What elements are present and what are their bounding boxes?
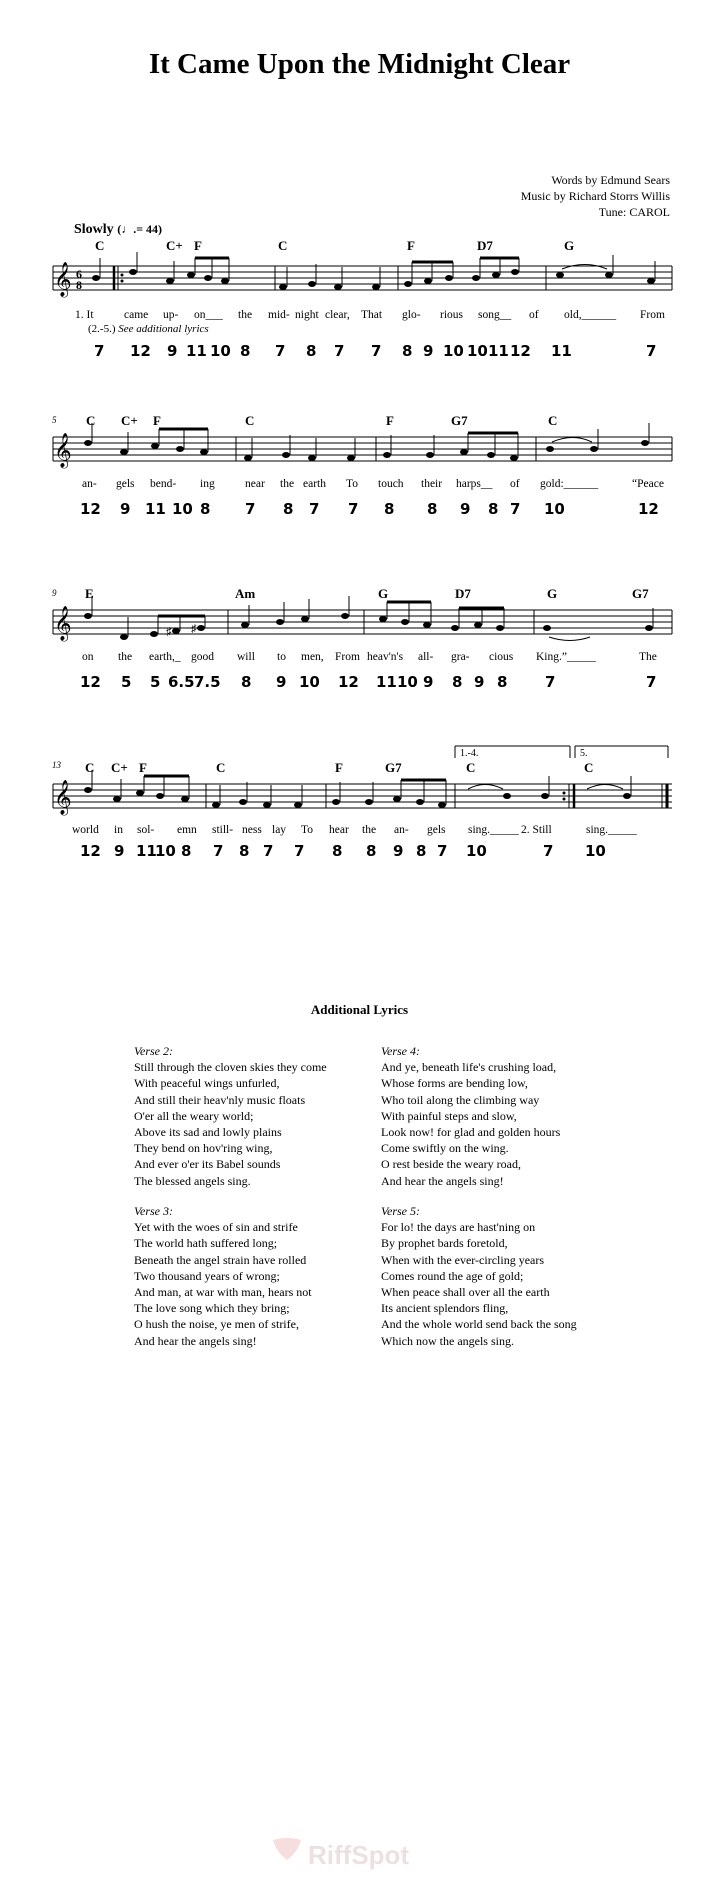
treble-clef-icon: 𝄞: [54, 263, 72, 296]
lyric: in: [114, 824, 123, 836]
harmonica-hole: 10: [544, 500, 565, 518]
verse-block: [134, 1043, 374, 1189]
harmonica-hole: 7: [371, 342, 382, 360]
lyric: ness: [242, 824, 262, 836]
svg-text:6: 6: [76, 267, 82, 281]
chord: C: [278, 238, 288, 253]
chord: C: [548, 413, 558, 428]
lyric: the: [238, 309, 253, 321]
lyric: gra-: [451, 651, 470, 663]
harmonica-hole: 11: [551, 342, 572, 360]
lyric: their: [421, 478, 443, 490]
verse-line: With painful steps and slow,: [381, 1108, 517, 1123]
lyric: hear: [329, 824, 349, 836]
logo-text: RiffSpot: [308, 1840, 410, 1870]
second-ending-label: 5.: [580, 748, 588, 759]
verse-line: And man, at war with man, hears not: [134, 1285, 312, 1300]
verse-line: And hear the angels sing!: [134, 1333, 257, 1348]
harmonica-hole: 9: [393, 842, 404, 860]
verse-line: And ever o'er its Babel sounds: [134, 1157, 281, 1172]
lyric: gold:______: [540, 478, 599, 490]
harmonica-hole: 8: [240, 342, 251, 360]
harmonica-hole: 10: [443, 342, 464, 360]
chord: Am: [235, 586, 256, 601]
lyric: clear,: [325, 309, 350, 321]
lyric: From: [640, 309, 665, 321]
chord: C: [85, 760, 95, 775]
chord: G7: [451, 413, 468, 428]
lyric: rious: [440, 309, 463, 321]
lyric: good: [191, 651, 214, 663]
chord: C: [216, 760, 226, 775]
lyric: came: [124, 309, 149, 321]
tempo-value: = 44: [136, 222, 159, 236]
harmonica-hole: 10: [155, 842, 176, 860]
harmonica-hole: 10: [210, 342, 231, 360]
verse-line: By prophet bards foretold,: [381, 1236, 508, 1251]
dotted-quarter-note-icon: ♩.: [121, 222, 137, 236]
lyric: ing: [200, 478, 215, 490]
staff-1: [0, 238, 719, 308]
chord: C: [86, 413, 96, 428]
lyric: on: [82, 651, 94, 663]
verse-line: O'er all the weary world;: [134, 1108, 254, 1123]
lyric: The: [639, 651, 657, 663]
chord: E: [85, 586, 94, 601]
harmonica-hole: 7: [646, 673, 657, 691]
chord: C: [466, 760, 476, 775]
harmonica-hole: 11: [145, 500, 166, 518]
harmonica-hole: 8: [416, 842, 427, 860]
verse-line: And the whole world send back the song: [381, 1317, 577, 1332]
lyric: lay: [272, 824, 287, 836]
harmonica-hole: 12: [80, 500, 101, 518]
harmonica-hole: 7: [294, 842, 305, 860]
lyric: cious: [489, 651, 514, 663]
harmonica-hole: 8: [497, 673, 508, 691]
chord: G7: [632, 586, 649, 601]
harmonica-hole: 12: [338, 673, 359, 691]
harmonica-hole: 8: [239, 842, 250, 860]
harmonica-hole: 8: [283, 500, 294, 518]
lyric: From: [335, 651, 360, 663]
verse-block: [381, 1043, 621, 1189]
additional-lyrics-note: (2.-5.) See additional lyrics: [88, 323, 209, 335]
harmonica-hole: 8: [366, 842, 377, 860]
svg-text:♯: ♯: [166, 626, 172, 638]
lyric: heav'n's: [367, 651, 404, 663]
music-system-4: [0, 744, 719, 914]
verse-label: Verse 3:: [134, 1204, 173, 1218]
lyric: bend-: [150, 478, 177, 490]
lyric: That: [361, 309, 383, 321]
verse-line: Who toil along the climbing way: [381, 1092, 540, 1107]
harmonica-hole: 8: [427, 500, 438, 518]
harmonica-hole: 8: [402, 342, 413, 360]
harmonica-hole: 10: [585, 842, 606, 860]
harmonica-hole: 11: [136, 842, 157, 860]
music-system-1: [0, 238, 719, 408]
lyric: earth,_: [149, 651, 181, 663]
lyric: an-: [82, 478, 97, 490]
svg-text:8: 8: [76, 278, 82, 292]
harmonica-hole: 10: [299, 673, 320, 691]
lyric: King.”_____: [536, 651, 596, 663]
harmonica-hole: 12: [510, 342, 531, 360]
chord: G: [564, 238, 575, 253]
music-system-3: [0, 588, 719, 758]
harmonica-hole: 7: [213, 842, 224, 860]
lyric: sol-: [137, 824, 155, 836]
verse-line: For lo! the days are hast'ning on: [381, 1220, 536, 1235]
harmonica-hole: 7: [510, 500, 521, 518]
measure-number: 9: [52, 588, 57, 598]
lyric: To: [301, 824, 313, 836]
harmonica-hole: 5: [121, 673, 132, 691]
chord: F: [407, 238, 415, 253]
lyric: men,: [301, 651, 324, 663]
lyric: the: [280, 478, 295, 490]
verse-line: Look now! for glad and golden hours: [381, 1125, 561, 1140]
lyric: on___: [194, 309, 223, 321]
verse-line: The blessed angels sing.: [134, 1173, 251, 1188]
harmonica-hole: 9: [120, 500, 131, 518]
harmonica-hole: 11: [376, 673, 397, 691]
lyric: 1. It: [75, 309, 94, 321]
harmonica-hole: 7: [348, 500, 359, 518]
lyric: “Peace: [632, 478, 664, 490]
tune-credit: Tune: CAROL: [598, 205, 670, 219]
verse-line: Come swiftly on the wing.: [381, 1141, 509, 1156]
lyric: earth: [303, 478, 326, 490]
measure-number: 5: [52, 415, 57, 425]
harmonica-hole: 7: [543, 842, 554, 860]
additional-lyrics-heading: Additional Lyrics: [310, 1002, 409, 1017]
verse-line: Comes round the age of gold;: [381, 1268, 524, 1283]
verse-line: O hush the noise, ye men of strife,: [134, 1317, 299, 1332]
harmonica-hole: 5: [150, 673, 161, 691]
lyric: all-: [418, 651, 434, 663]
verse-line: O rest beside the weary road,: [381, 1157, 521, 1172]
chord: F: [335, 760, 343, 775]
harmonica-hole: 10: [397, 673, 418, 691]
music-system-2: [0, 415, 719, 585]
verse-line: Beneath the angel strain have rolled: [134, 1252, 307, 1267]
lyric: sing._____: [468, 824, 519, 836]
harmonica-hole: 12: [80, 842, 101, 860]
harmonica-hole: 11: [488, 342, 509, 360]
chord: C+: [111, 760, 128, 775]
verse-label: Verse 2:: [134, 1044, 173, 1058]
verse-line: And ye, beneath life's crushing load,: [381, 1060, 557, 1075]
harmonica-hole: 8: [200, 500, 211, 518]
lyric: mid-: [268, 309, 290, 321]
svg-text:♯: ♯: [191, 623, 197, 635]
lyric: 2. Still: [521, 824, 552, 836]
lyric: gels: [116, 478, 135, 490]
words-credit: Words by Edmund Sears: [551, 173, 670, 187]
chord: G: [378, 586, 389, 601]
lyric: near: [245, 478, 265, 490]
chord: C: [584, 760, 594, 775]
harmonica-hole: 7: [334, 342, 345, 360]
harmonica-hole: 7: [309, 500, 320, 518]
chord: C+: [166, 238, 183, 253]
chord: C+: [121, 413, 138, 428]
verse-line: Still through the cloven skies they come: [134, 1060, 327, 1075]
lyric: gels: [427, 824, 446, 836]
lyric: night: [295, 309, 319, 321]
lyric: song__: [478, 309, 512, 321]
verse-line: The love song which they bring;: [134, 1301, 290, 1316]
lyric: emn: [177, 824, 197, 836]
chord: C: [245, 413, 255, 428]
tempo-marking: Slowly (♩.= 44): [74, 222, 163, 237]
lyric: touch: [378, 478, 404, 490]
lyric: will: [237, 651, 255, 663]
verse-line: They bend on hov'ring wing,: [134, 1141, 273, 1156]
harmonica-hole: 9: [460, 500, 471, 518]
verse-line: With peaceful wings unfurled,: [134, 1076, 280, 1091]
verse-label: Verse 4:: [381, 1044, 420, 1058]
lyric: sing._____: [586, 824, 637, 836]
lyric: the: [118, 651, 133, 663]
treble-clef-icon: 𝄞: [54, 607, 72, 640]
chord: F: [139, 760, 147, 775]
harmonica-hole: 9: [114, 842, 125, 860]
verse-line: Yet with the woes of sin and strife: [134, 1220, 298, 1235]
harmonica-hole: 8: [332, 842, 343, 860]
lyric: of: [529, 309, 539, 321]
staff-3: [0, 588, 719, 658]
verse-line: Two thousand years of wrong;: [134, 1268, 280, 1283]
treble-clef-icon: 𝄞: [54, 781, 72, 814]
harmonica-hole: 9: [474, 673, 485, 691]
harmonica-hole: 8: [384, 500, 395, 518]
lyric: old,______: [564, 309, 617, 321]
lyric: to: [277, 651, 286, 663]
harmonica-hole: 7: [245, 500, 256, 518]
harmonica-hole: 9: [423, 673, 434, 691]
verse-block: [381, 1203, 621, 1349]
lyric: world: [72, 824, 99, 836]
chord: F: [194, 238, 202, 253]
verse-line: Whose forms are bending low,: [381, 1076, 528, 1091]
music-credit: Music by Richard Storrs Willis: [520, 189, 670, 203]
harmonica-hole: 7: [437, 842, 448, 860]
riffspot-logo: [270, 1838, 450, 1878]
treble-clef-icon: 𝄞: [54, 434, 72, 467]
harmonica-hole: 9: [423, 342, 434, 360]
chord: G7: [385, 760, 402, 775]
harmonica-hole: 6.5: [168, 673, 195, 691]
verse-line: The world hath suffered long;: [134, 1236, 278, 1251]
lyric: the: [362, 824, 377, 836]
harmonica-hole: 9: [167, 342, 178, 360]
verse-line: And hear the angels sing!: [381, 1173, 504, 1188]
verse-line: Its ancient splendors fling,: [381, 1301, 509, 1316]
verse-label: Verse 5:: [381, 1204, 420, 1218]
verse-line: When with the ever-circling years: [381, 1252, 545, 1267]
lyric: To: [346, 478, 358, 490]
tempo-label: Slowly: [74, 222, 114, 237]
chord: C: [95, 238, 105, 253]
chord: F: [386, 413, 394, 428]
first-ending-label: 1.-4.: [460, 748, 479, 759]
song-title: It Came Upon the Midnight Clear: [148, 48, 571, 80]
verse-line: Above its sad and lowly plains: [134, 1125, 282, 1140]
chord: D7: [455, 586, 471, 601]
measure-number: 13: [52, 760, 61, 770]
verse-line: Which now the angels sing.: [381, 1333, 514, 1348]
lyric: up-: [163, 309, 179, 321]
harmonica-hole: 7.5: [194, 673, 221, 691]
harmonica-hole: 7: [545, 673, 556, 691]
harmonica-hole: 10: [467, 342, 488, 360]
harmonica-hole: 10: [172, 500, 193, 518]
harmonica-hole: 12: [638, 500, 659, 518]
harmonica-hole: 8: [306, 342, 317, 360]
harmonica-hole: 8: [488, 500, 499, 518]
harmonica-hole: 9: [276, 673, 287, 691]
chord: D7: [477, 238, 493, 253]
harmonica-hole: 12: [130, 342, 151, 360]
harmonica-hole: 12: [80, 673, 101, 691]
guitar-pick-icon: [270, 1838, 304, 1860]
harmonica-hole: 7: [646, 342, 657, 360]
lyric: an-: [394, 824, 409, 836]
harmonica-hole: 8: [452, 673, 463, 691]
staff-2: [0, 415, 719, 485]
credits: [521, 172, 670, 220]
harmonica-hole: 11: [186, 342, 207, 360]
verse-line: When peace shall over all the earth: [381, 1285, 550, 1300]
harmonica-hole: 8: [181, 842, 192, 860]
lyric: still-: [212, 824, 234, 836]
harmonica-hole: 7: [263, 842, 274, 860]
lyric: of: [510, 478, 520, 490]
harmonica-hole: 7: [94, 342, 105, 360]
harmonica-hole: 10: [466, 842, 487, 860]
chord: F: [153, 413, 161, 428]
harmonica-hole: 7: [275, 342, 286, 360]
verse-line: And still their heav'nly music floats: [134, 1092, 306, 1107]
verse-block: [134, 1203, 374, 1349]
lyric: glo-: [402, 309, 421, 321]
lyric: harps__: [456, 478, 493, 490]
harmonica-hole: 8: [241, 673, 252, 691]
chord: G: [547, 586, 558, 601]
